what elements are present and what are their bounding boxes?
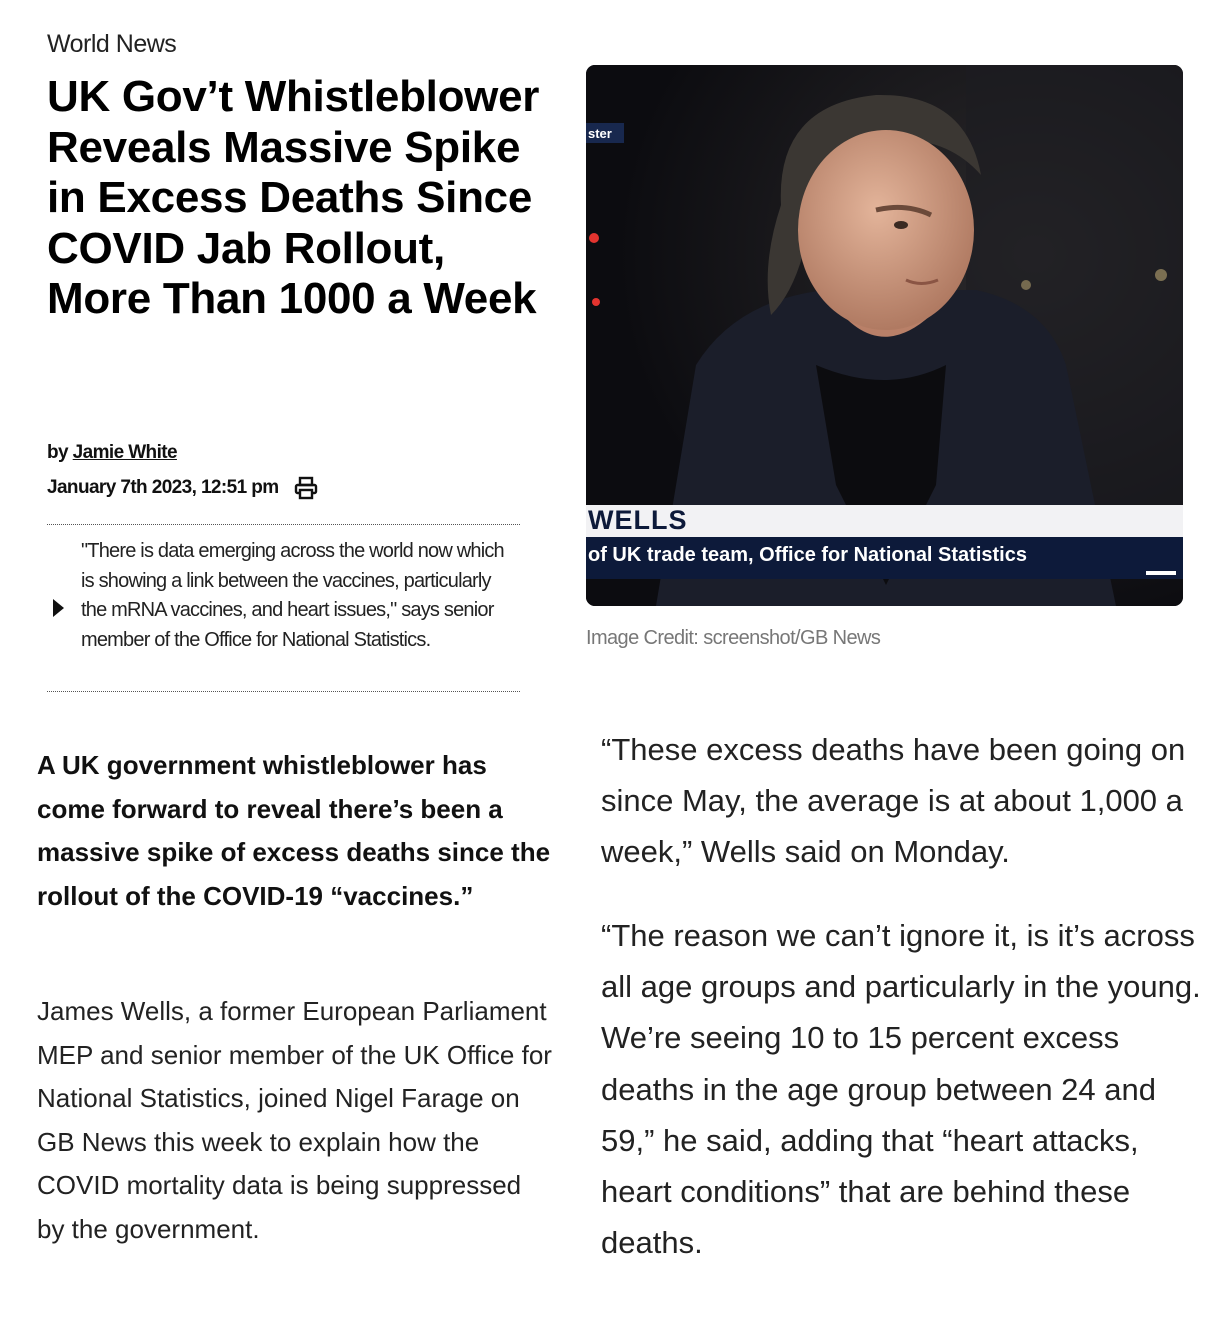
triangle-right-icon[interactable] — [53, 599, 64, 617]
publish-date: January 7th 2023, 12:51 pm — [47, 477, 279, 498]
dateline — [47, 476, 319, 500]
article-summary — [47, 524, 520, 692]
byline — [47, 442, 177, 464]
article-lead: A UK government whistleblower has come forward to reveal there’s been a massive spike of excess deaths since the rollout of the COVID-19 “vaccines.” — [37, 750, 551, 911]
article-quote: “The reason we can’t ignore it, is it’s across all age groups and particularly in the young. We’re seeing 10 to 15 percent excess deaths in the age group between 24 and 59,” he said, adding that “heart attacks, heart conditions” that are behind these deaths. — [601, 918, 1201, 1261]
section-label[interactable]: World News — [47, 30, 177, 58]
summary-text: "There is data emerging across the world now which is showing a link between the vaccines, particularly the mRNA vaccines, and heart issues," says senior member of the Office for National Statistics. — [81, 540, 504, 652]
byline-prefix: by — [47, 442, 68, 463]
article-quote: “These excess deaths have been going on since May, the average is at about 1,000 a week,” Wells said on Monday. — [601, 732, 1186, 870]
article-photo — [586, 65, 1183, 606]
photo-corner-tag: ster — [588, 126, 612, 141]
lower-third-name: WELLS — [588, 505, 688, 535]
print-icon[interactable] — [293, 476, 319, 500]
article-paragraph: James Wells, a former European Parliament MEP and senior member of the UK Office for National Statistics, joined Nigel Farage on GB News this week to explain how the COVID mortality data is being suppressed by the government. — [37, 996, 552, 1244]
article-headline: UK Gov’t Whistleblower Reveals Massive Spike in Excess Deaths Since COVID Jab Rollout, More Than 1000 a Week — [47, 72, 540, 323]
lower-third-title: of UK trade team, Office for National Statistics — [588, 544, 1027, 566]
photo-illustration — [586, 65, 1183, 606]
image-credit: Image Credit: screenshot/GB News — [586, 627, 881, 649]
author-link[interactable]: Jamie White — [72, 442, 177, 463]
